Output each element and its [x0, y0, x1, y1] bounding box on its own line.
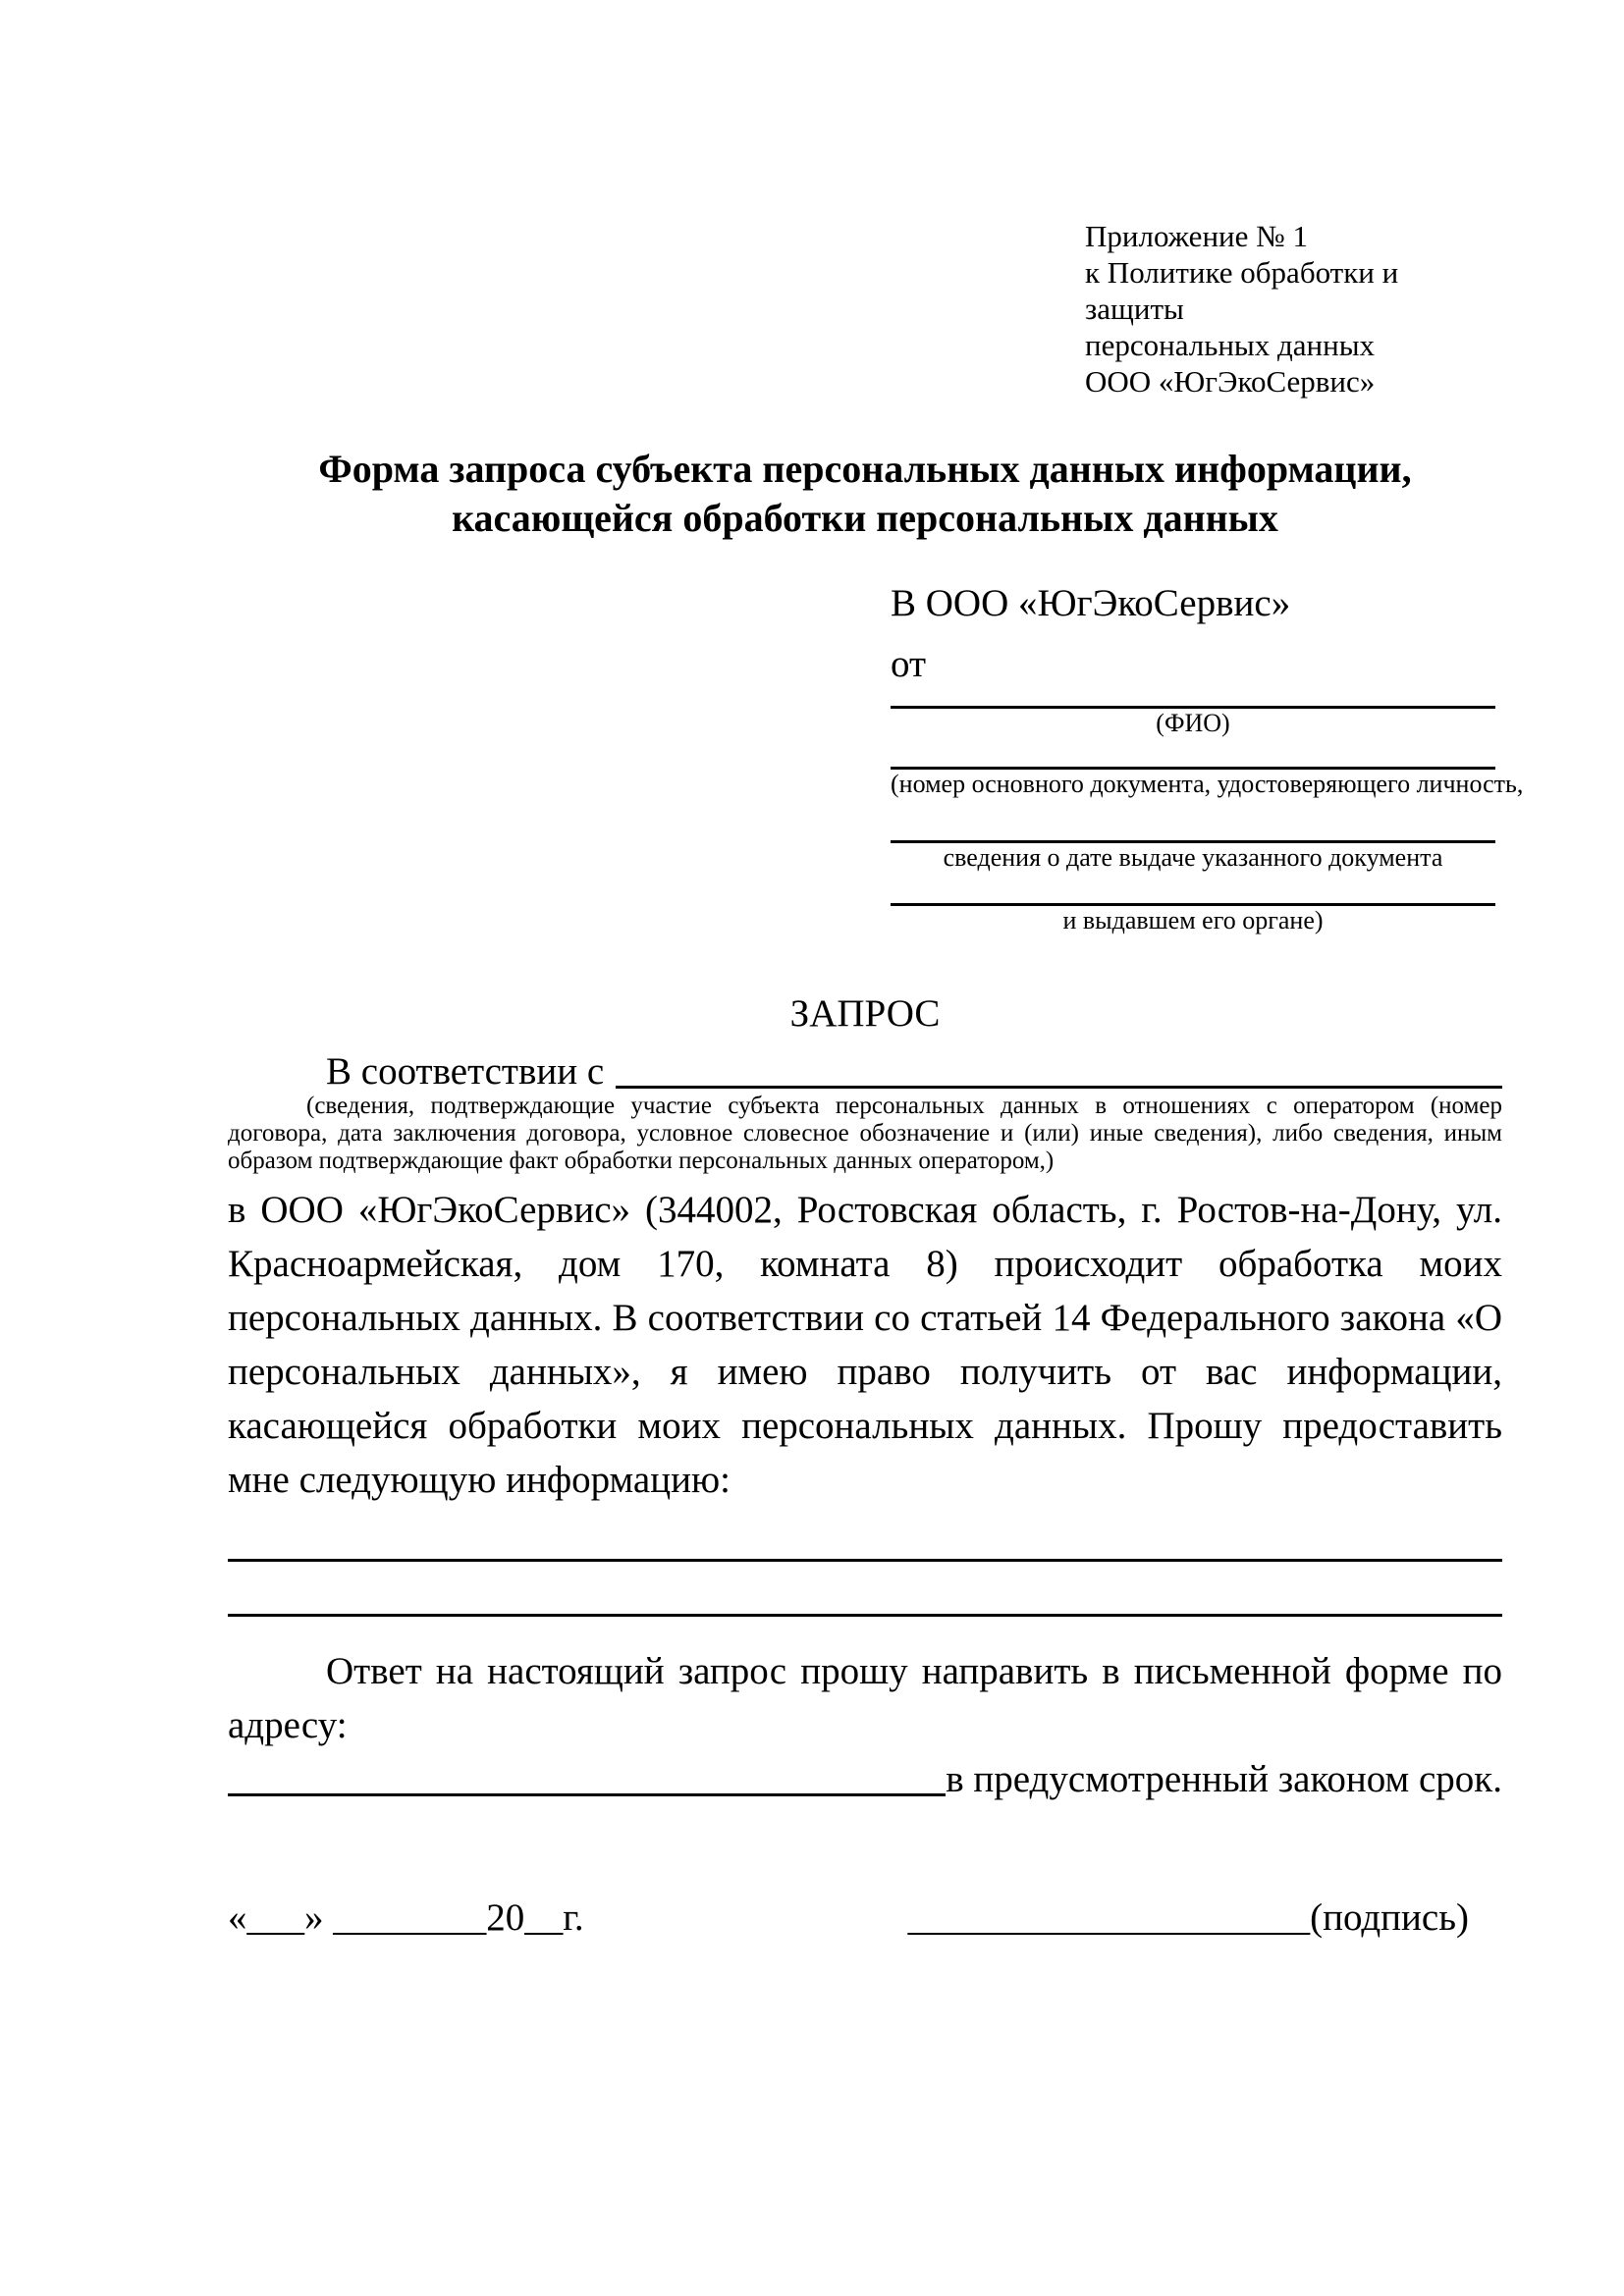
body-paragraph: в ООО «ЮгЭкоСервис» (344002, Ростовская область, г. Ростов-на-Дону, ул. Красноармейская, дом 170, комната 8) происходит обработка моих персональных данных. В соответствии со статьей 14 Федерального закона «О персональных данных», я имею право получить от вас информации, касающейся обработки моих персональных данных. Прошу предоставить мне следующую информацию:: [228, 1189, 1502, 1501]
fio-blank-line: [891, 684, 1495, 709]
addressee-from-label: от: [891, 643, 927, 685]
requested-info-blank-line-1: [228, 1507, 1502, 1562]
relation-details-blank-line: [616, 1086, 1502, 1089]
issue-date-caption: сведения о дате выдаче указанного документа: [943, 843, 1443, 872]
lead-text: В соответствии с: [326, 1050, 605, 1093]
address-row: [228, 1752, 1502, 1806]
requested-info-blank-line-2: [228, 1562, 1502, 1617]
date-blank-text: «___» ________20__г.: [228, 1896, 584, 1939]
address-blank-line: [228, 1793, 946, 1796]
fio-caption: (ФИО): [1156, 709, 1230, 737]
footer-row: [228, 1891, 1502, 1945]
request-heading: ЗАПРОС: [789, 992, 941, 1035]
document-title-line: Форма запроса субъекта персональных данных информации,: [318, 447, 1412, 491]
appendix-line: персональных данных: [1085, 328, 1376, 362]
document-number-blank-line: [891, 738, 1495, 770]
lead-row: [228, 1051, 1502, 1093]
appendix-note: [1085, 218, 1502, 400]
issuing-authority-caption: и выдавшем его органе): [1062, 906, 1324, 934]
document-title-line: касающейся обработки персональных данных: [452, 496, 1278, 540]
explanatory-note: (сведения, подтверждающие участие субъекта персональных данных в отношениях с оператором (номер договора, дата заключения договора, условное словесное обозначение и (или) иные сведения), либо сведения, иным образом подтверждающие факт обработки персональных данных оператором,): [228, 1093, 1502, 1174]
signature-blank-line: _____________________: [907, 1896, 1311, 1939]
issue-date-blank-line: [891, 799, 1495, 843]
answer-paragraph: Ответ на настоящий запрос прошу направить в письменной форме по адресу:: [228, 1650, 1502, 1746]
appendix-line: Приложение № 1: [1085, 219, 1308, 253]
document-number-caption: (номер основного документа, удостоверяющего личность,: [891, 770, 1524, 798]
addressee-block: [891, 582, 1524, 935]
issuing-authority-blank-line: [891, 873, 1495, 906]
addressee-to: В ООО «ЮгЭкоСервис»: [891, 582, 1291, 624]
document-title: [228, 445, 1502, 543]
appendix-line: к Политике обработки и защиты: [1085, 255, 1399, 326]
appendix-line: ООО «ЮгЭкоСервис»: [1085, 364, 1376, 399]
signature-caption: (подпись): [1310, 1896, 1469, 1939]
signature-block: [908, 1891, 1469, 1945]
answer-tail-text: в предусмотренный законом срок.: [946, 1758, 1502, 1800]
document-content: [228, 0, 1524, 1945]
